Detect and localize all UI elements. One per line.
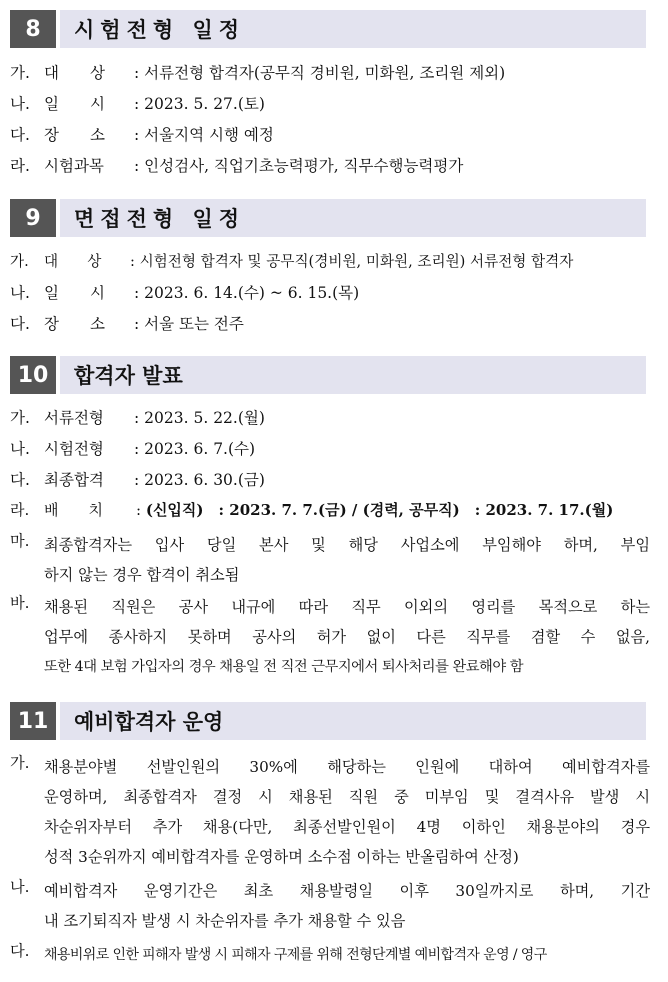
item-marker: 다.	[10, 942, 30, 960]
list-item	[10, 154, 463, 176]
item-text: 서울지역 시행 예정	[144, 126, 274, 144]
item-label: 서류전형	[44, 409, 104, 427]
section-number: 8	[10, 10, 56, 48]
list-item	[10, 437, 255, 459]
list-item	[10, 61, 505, 83]
colon: :	[134, 64, 140, 82]
text-line: 채용비위로 인한 피해자 발생 시 피해자 구제를 위해 전형단계별 예비합격자 운영 / 영구	[44, 947, 547, 963]
colon: :	[134, 126, 140, 144]
section-10	[0, 356, 668, 394]
section-11	[0, 702, 668, 740]
section-title: 시험전형 일정	[60, 10, 646, 48]
item-text: 서류전형 합격자(공무직 경비원, 미화원, 조리원 제외)	[144, 64, 506, 82]
item-marker: 다.	[10, 471, 30, 489]
item-marker: 나.	[10, 95, 30, 113]
section-title: 면접전형 일정	[60, 199, 646, 237]
item-label: 일 시	[44, 95, 105, 113]
list-item	[10, 312, 244, 334]
section-title: 예비합격자 운영	[60, 702, 646, 740]
colon: :	[130, 253, 135, 270]
item-marker: 마.	[10, 532, 30, 550]
section-9	[0, 199, 668, 237]
colon: :	[134, 95, 140, 113]
list-item	[10, 123, 274, 145]
section-8	[0, 10, 668, 48]
item-label: 대 상	[44, 64, 105, 82]
item-label: 시험과목	[44, 157, 104, 175]
section-header	[10, 10, 646, 48]
section-header	[10, 702, 646, 740]
item-label: 최종합격	[44, 471, 104, 489]
item-text: 2023. 5. 22.(월)	[144, 409, 265, 427]
text-line: 채용된 직원은 공사 내규에 따라 직무 이외의 영리를 목적으로 하는	[44, 598, 650, 616]
item-marker: 다.	[10, 126, 30, 144]
item-label: 배 치	[44, 501, 103, 519]
colon: :	[134, 440, 140, 458]
item-label: 대 상	[44, 253, 102, 270]
item-text: 2023. 5. 27.(토)	[144, 95, 265, 113]
item-text: 2023. 6. 30.(금)	[144, 471, 265, 489]
list-item	[10, 281, 359, 303]
paragraph-item	[10, 592, 650, 682]
section-header	[10, 199, 646, 237]
section-header	[10, 356, 646, 394]
section-number: 11	[10, 702, 56, 740]
item-marker: 라.	[10, 501, 30, 519]
item-label: 일 시	[44, 284, 105, 302]
item-label: 시험전형	[44, 440, 104, 458]
item-label: 장 소	[44, 126, 105, 144]
item-text: 시험전형 합격자 및 공무직(경비원, 미화원, 조리원) 서류전형 합격자	[139, 253, 574, 270]
list-item	[10, 406, 265, 428]
item-marker: 가.	[10, 253, 29, 270]
text-line: 최종합격자는 입사 당일 본사 및 해당 사업소에 부임해야 하며, 부임	[44, 536, 650, 554]
text-line: 채용분야별 선발인원의 30%에 해당하는 인원에 대하여 예비합격자를	[44, 758, 650, 776]
paragraph-item	[10, 530, 650, 590]
colon: :	[136, 501, 142, 519]
colon: :	[134, 409, 140, 427]
text-line: 운영하며, 최종합격자 결정 시 채용된 직원 중 미부임 및 결격사유 발생 시	[44, 788, 650, 806]
item-marker: 나.	[10, 284, 30, 302]
item-marker: 가.	[10, 64, 30, 82]
item-marker: 다.	[10, 315, 30, 333]
text-line: 예비합격자 운영기간은 최초 채용발령일 이후 30일까지로 하며, 기간	[44, 882, 650, 900]
text-line: 또한 4대 보험 가입자의 경우 채용일 전 직전 근무지에서 퇴사처리를 완료해야 함	[44, 659, 524, 675]
text-line: 업무에 종사하지 못하며 공사의 허가 없이 다른 직무를 겸할 수 없음,	[44, 628, 650, 646]
section-number: 10	[10, 356, 56, 394]
paragraph-item	[10, 876, 650, 936]
paragraph-item	[10, 752, 650, 872]
section-number: 9	[10, 199, 56, 237]
item-label: 장 소	[44, 315, 105, 333]
text-line: 내 조기퇴직자 발생 시 차순위자를 추가 채용할 수 있음	[44, 912, 406, 930]
item-marker: 나.	[10, 878, 30, 896]
item-marker: 바.	[10, 594, 30, 612]
item-marker: 가.	[10, 409, 30, 427]
item-text: 인성검사, 직업기초능력평가, 직무수행능력평가	[144, 157, 464, 175]
item-text: (신입직) : 2023. 7. 7.(금) / (경력, 공무직) : 2023. 7. 17.(월)	[145, 501, 614, 519]
colon: :	[134, 284, 140, 302]
list-item	[10, 250, 573, 271]
item-marker: 가.	[10, 754, 30, 772]
list-item	[10, 92, 265, 114]
text-line: 성적 3순위까지 예비합격자를 운영하며 소수점 이하는 반올림하여 산정)	[44, 848, 519, 866]
text-line: 차순위자부터 추가 채용(다만, 최종선발인원이 4명 이하인 채용분야의 경우	[44, 818, 650, 836]
item-marker: 나.	[10, 440, 30, 458]
colon: :	[134, 157, 140, 175]
item-text: 서울 또는 전주	[144, 315, 244, 333]
colon: :	[134, 471, 140, 489]
colon: :	[134, 315, 140, 333]
section-title: 합격자 발표	[60, 356, 646, 394]
list-item	[10, 499, 613, 520]
text-line: 하지 않는 경우 합격이 취소됨	[44, 566, 240, 584]
item-marker: 라.	[10, 157, 30, 175]
item-text: 2023. 6. 14.(수) ~ 6. 15.(목)	[144, 284, 360, 302]
paragraph-item	[10, 940, 650, 970]
item-text: 2023. 6. 7.(수)	[144, 440, 256, 458]
list-item	[10, 468, 265, 490]
